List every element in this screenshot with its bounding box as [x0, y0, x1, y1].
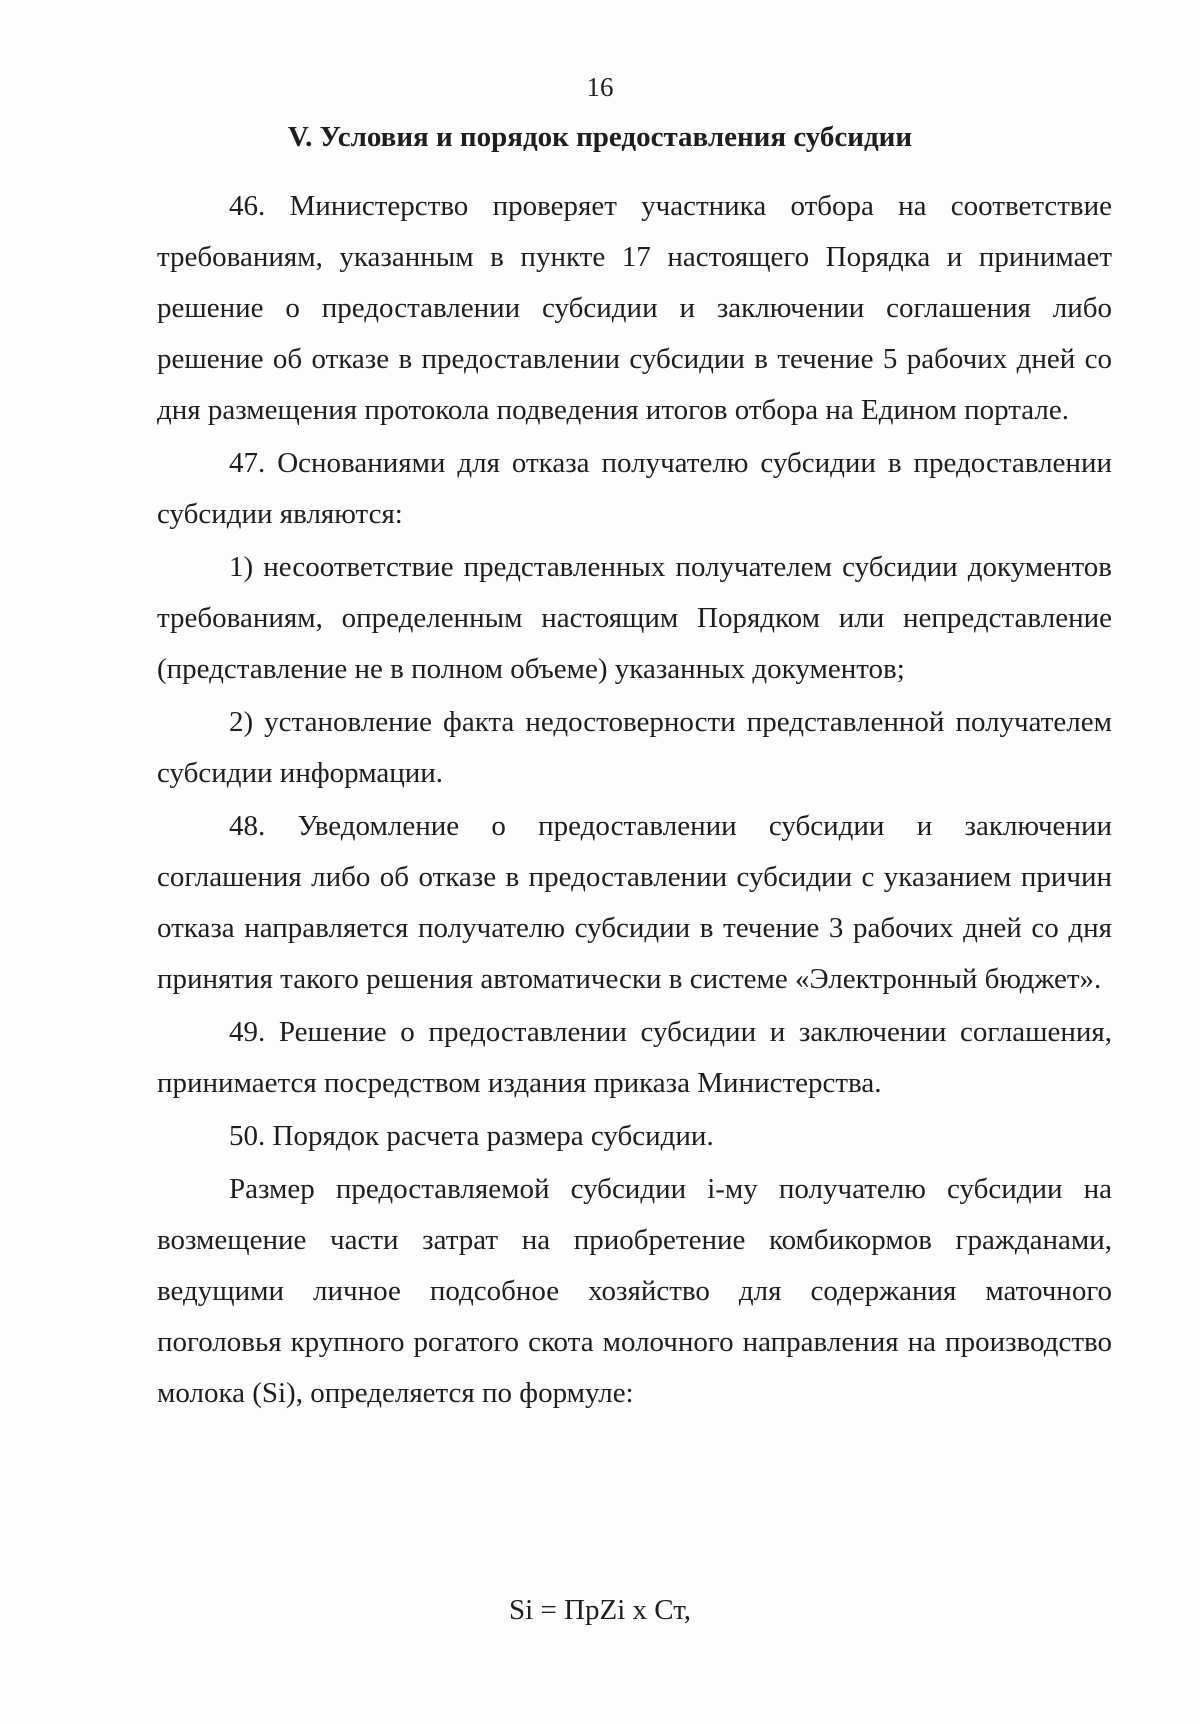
paragraph-47-item-2: 2) установление факта недостоверности представленной получателем субсидии информации. [157, 706, 1112, 789]
paragraph-49: 49. Решение о предоставлении субсидии и заключении соглашения, принимается посредством издания приказа Министерства. [157, 1016, 1112, 1099]
section-title: V. Условия и порядок предоставления субсидии [287, 121, 913, 153]
paragraph-47: 47. Основаниями для отказа получателю субсидии в предоставлении субсидии являются: [157, 447, 1112, 530]
paragraph-46: 46. Министерство проверяет участника отбора на соответствие требованиям, указанным в пункте 17 настоящего Порядка и принимает решение о предоставлении субсидии и заключении соглашения либо решение об отказе в предоставлении субсидии в течение 5 рабочих дней со дня размещения протокола подведения итогов отбора на Едином портале. [157, 190, 1112, 426]
formula: Si = ПрZi х Ст, [509, 1594, 691, 1626]
page-number: 16 [586, 72, 614, 102]
paragraph-47-item-1: 1) несоответствие представленных получателем субсидии документов требованиям, определенным настоящим Порядком или непредставление (представление не в полном объеме) указанных документов; [157, 551, 1112, 685]
document-body [157, 181, 1112, 1419]
paragraph-50-text: Размер предоставляемой субсидии i-му получателю субсидии на возмещение части затрат на приобретение комбикормов гражданами, ведущими личное подсобное хозяйство для содержания маточного поголовья крупного рогатого скота молочного направления на производство молока (Si), определяется по формуле: [157, 1173, 1112, 1409]
paragraph-50: 50. Порядок расчета размера субсидии. [229, 1120, 714, 1152]
paragraph-48: 48. Уведомление о предоставлении субсидии и заключении соглашения либо об отказе в предоставлении субсидии с указанием причин отказа направляется получателю субсидии в течение 3 рабочих дней со дня принятия такого решения автоматически в системе «Электронный бюджет». [157, 810, 1112, 995]
